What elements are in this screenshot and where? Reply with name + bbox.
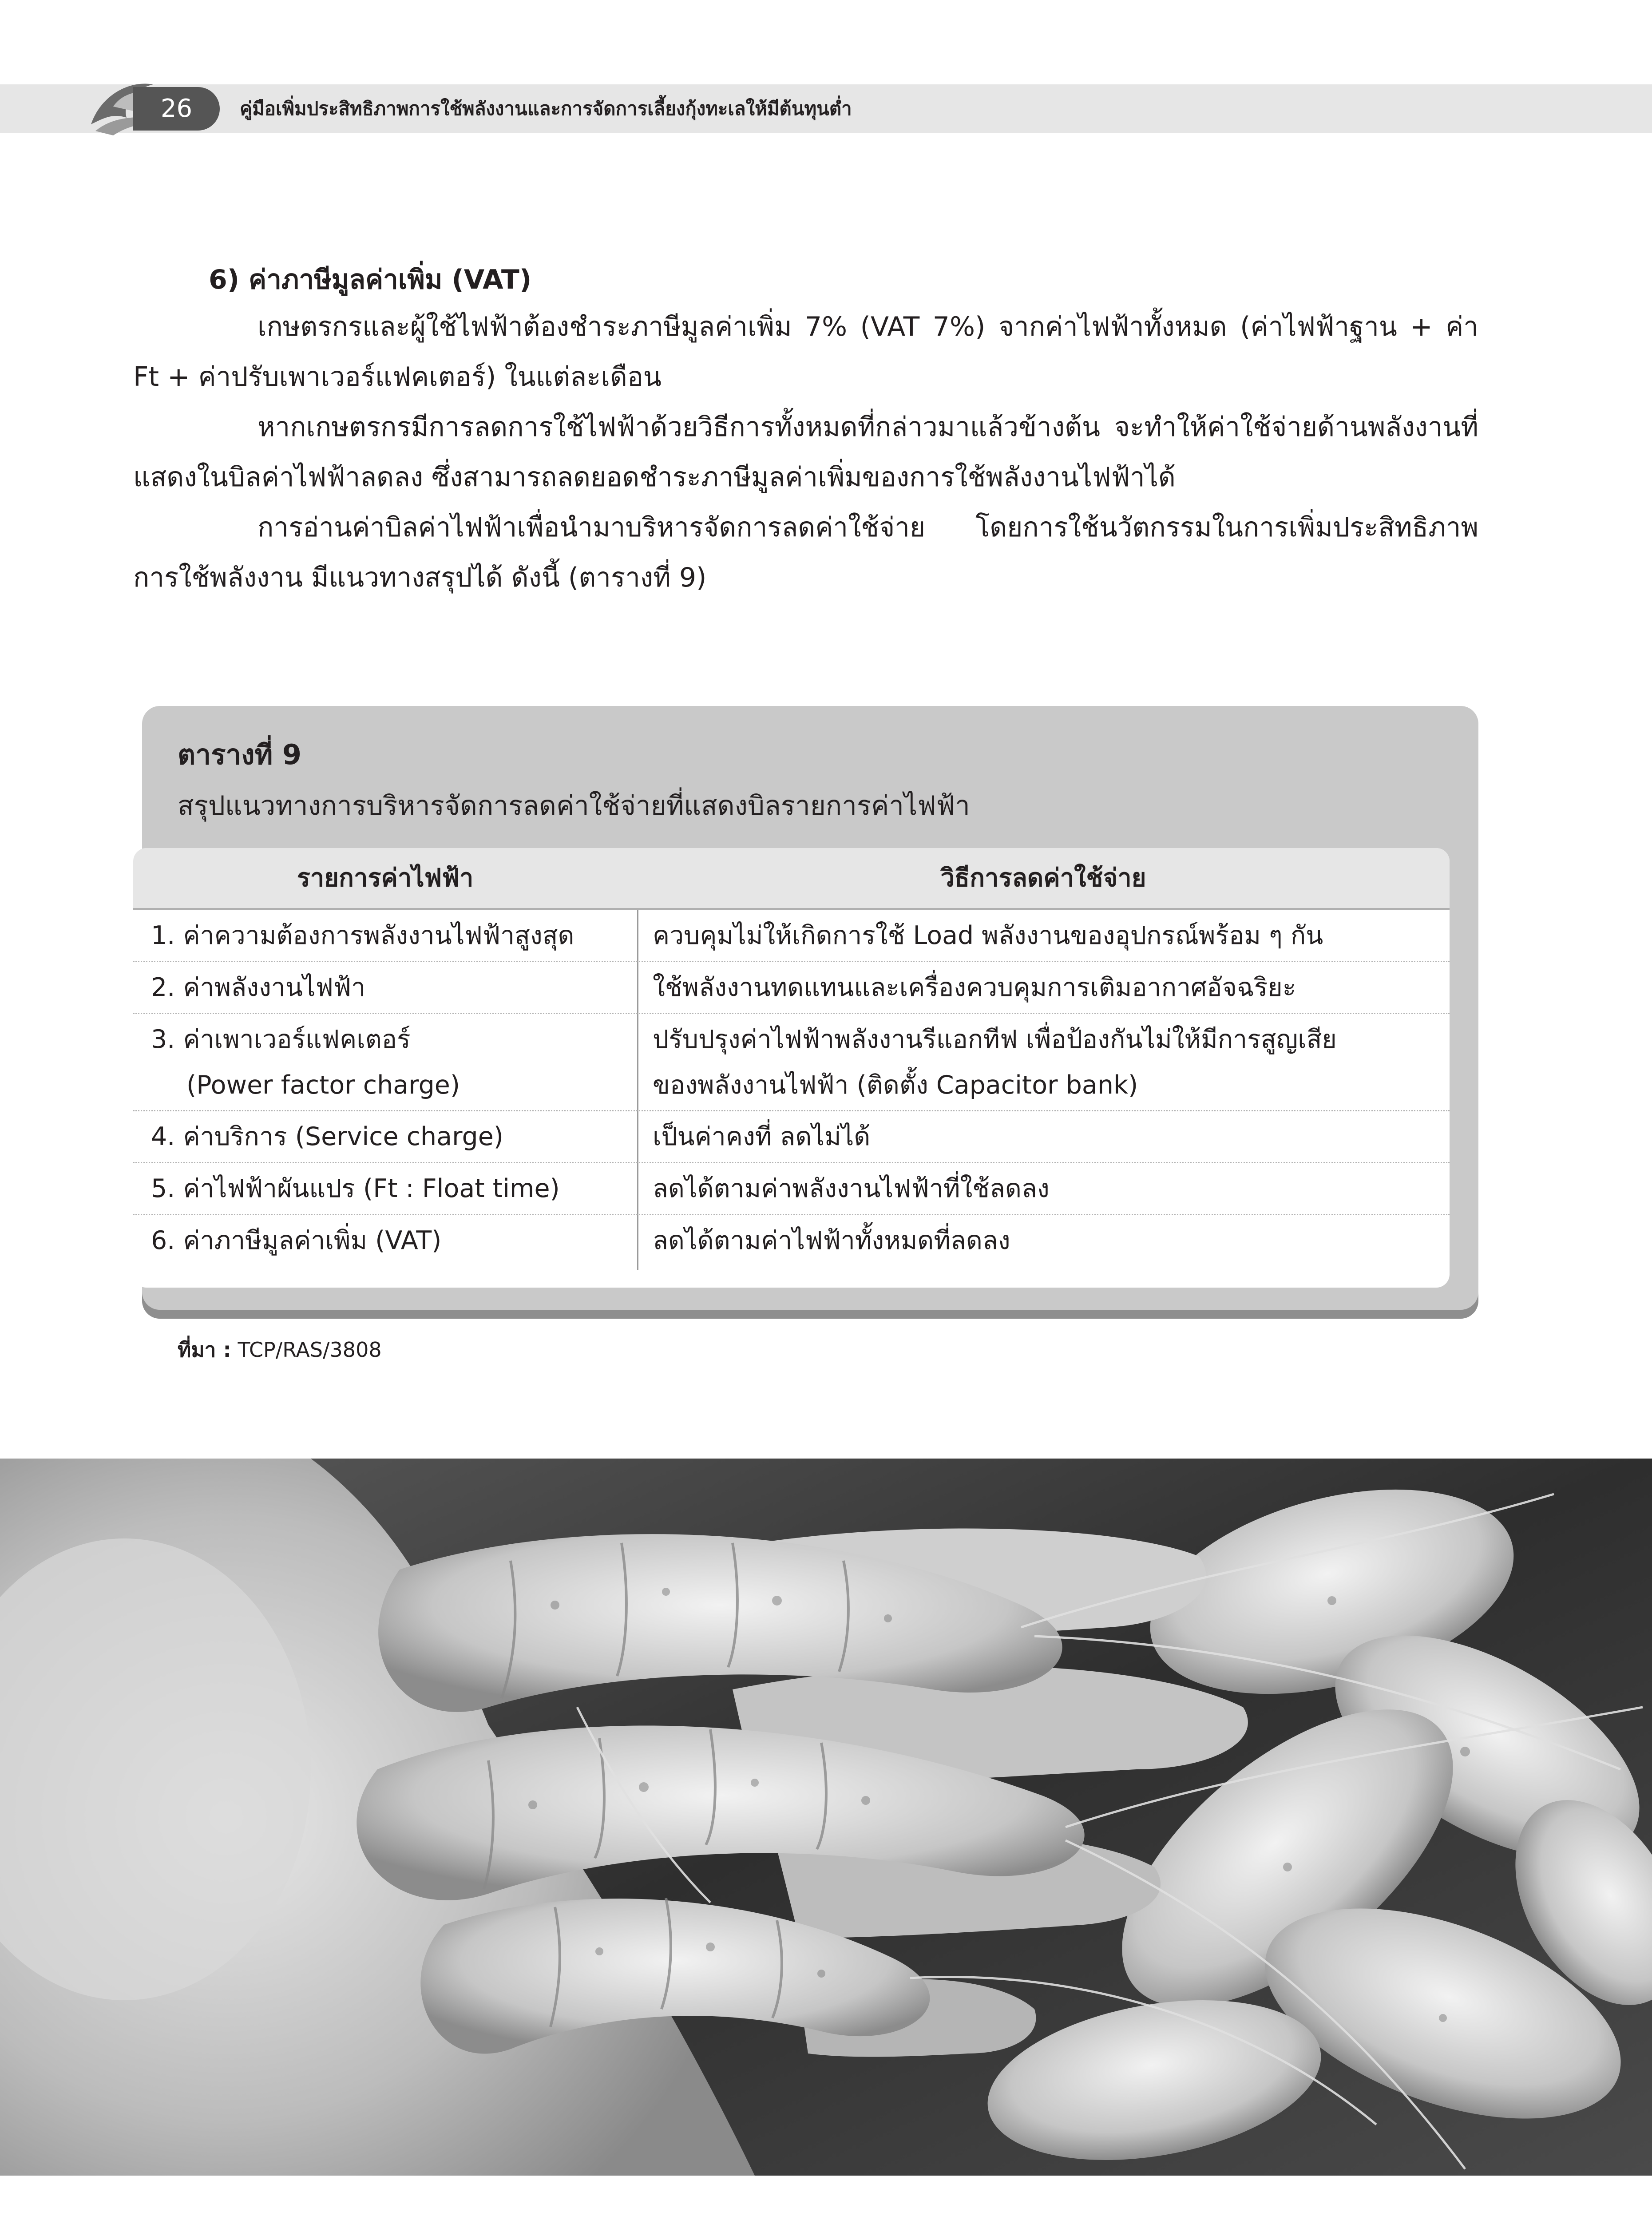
table-row — [133, 1163, 1450, 1215]
row-method-continued: ของพลังงานไฟฟ้า (ติดตั้ง Capacitor bank) — [653, 1070, 1138, 1100]
table-header-row — [133, 848, 1450, 910]
section-heading: 6) ค่าภาษีมูลค่าเพิ่ม (VAT) — [209, 264, 532, 295]
table-row — [133, 1014, 1450, 1111]
row-item-continued: (Power factor charge) — [186, 1070, 460, 1100]
row-method: ควบคุมไม่ให้เกิดการใช้ Load พลังงานของอุปกรณ์พร้อม ๆ กัน — [653, 921, 1323, 950]
running-title: คู่มือเพิ่มประสิทธิภาพการใช้พลังงานและการจัดการเลี้ยงกุ้งทะเลให้มีต้นทุนต่ำ — [240, 98, 852, 119]
table-row — [133, 1111, 1450, 1163]
row-method: เป็นค่าคงที่ ลดไม่ได้ — [653, 1122, 871, 1151]
row-method: ใช้พลังงานทดแทนและเครื่องควบคุมการเติมอากาศอัจฉริยะ — [653, 973, 1296, 1002]
source-value: TCP/RAS/3808 — [238, 1338, 382, 1362]
source-label: ที่มา : — [178, 1338, 231, 1362]
table-row — [133, 962, 1450, 1014]
page-number: 26 — [133, 87, 220, 131]
row-item: 6. ค่าภาษีมูลค่าเพิ่ม (VAT) — [151, 1226, 442, 1255]
row-item: 3. ค่าเพาเวอร์แฟคเตอร์ — [151, 1025, 411, 1054]
column-header-item: รายการค่าไฟฟ้า — [297, 864, 474, 892]
row-item: 1. ค่าความต้องการพลังงานไฟฟ้าสูงสุด — [151, 921, 574, 950]
row-method: ลดได้ตามค่าไฟฟ้าทั้งหมดที่ลดลง — [653, 1226, 1010, 1255]
table-row — [133, 910, 1450, 962]
paragraph-1: เกษตรกรและผู้ใช้ไฟฟ้าต้องชำระภาษีมูลค่าเพิ่ม 7% (VAT 7%) จากค่าไฟฟ้าทั้งหมด (ค่าไฟฟ้าฐาน + ค่า Ft + ค่าปรับเพาเวอร์แฟคเตอร์) ในแต่ละเดือน — [133, 311, 1478, 392]
row-item: 5. ค่าไฟฟ้าผันแปร (Ft : Float time) — [151, 1174, 560, 1203]
table-source — [178, 1332, 382, 1368]
row-method: ปรับปรุงค่าไฟฟ้าพลังงานรีแอกทีฟ เพื่อป้องกันไม่ให้มีการสูญเสีย — [653, 1025, 1337, 1054]
table-row — [133, 1215, 1450, 1266]
table-label: ตารางที่ 9 — [178, 738, 302, 771]
shrimp-in-hand-photo — [0, 1459, 1652, 2176]
paragraph-2: หากเกษตรกรมีการลดการใช้ไฟฟ้าด้วยวิธีการทั้งหมดที่กล่าวมาแล้วข้างต้น จะทำให้ค่าใช้จ่ายด้านพลังงานที่แสดงในบิลค่าไฟฟ้าลดลง ซึ่งสามารถลดยอดชำระภาษีมูลค่าเพิ่มของการใช้พลังงานไฟฟ้าได้ — [133, 412, 1478, 493]
summary-table — [133, 848, 1450, 1288]
column-header-method: วิธีการลดค่าใช้จ่าย — [940, 864, 1146, 892]
row-item: 4. ค่าบริการ (Service charge) — [151, 1122, 504, 1151]
row-method: ลดได้ตามค่าพลังงานไฟฟ้าที่ใช้ลดลง — [653, 1174, 1050, 1203]
paragraph-3: การอ่านค่าบิลค่าไฟฟ้าเพื่อนำมาบริหารจัดการลดค่าใช้จ่าย โดยการใช้นวัตกรรมในการเพิ่มประสิทธิภาพการใช้พลังงาน มีแนวทางสรุปได้ ดังนี้ (ตารางที่ 9) — [133, 512, 1478, 593]
table-caption: สรุปแนวทางการบริหารจัดการลดค่าใช้จ่ายที่แสดงบิลรายการค่าไฟฟ้า — [178, 790, 970, 821]
row-item: 2. ค่าพลังงานไฟฟ้า — [151, 973, 366, 1002]
